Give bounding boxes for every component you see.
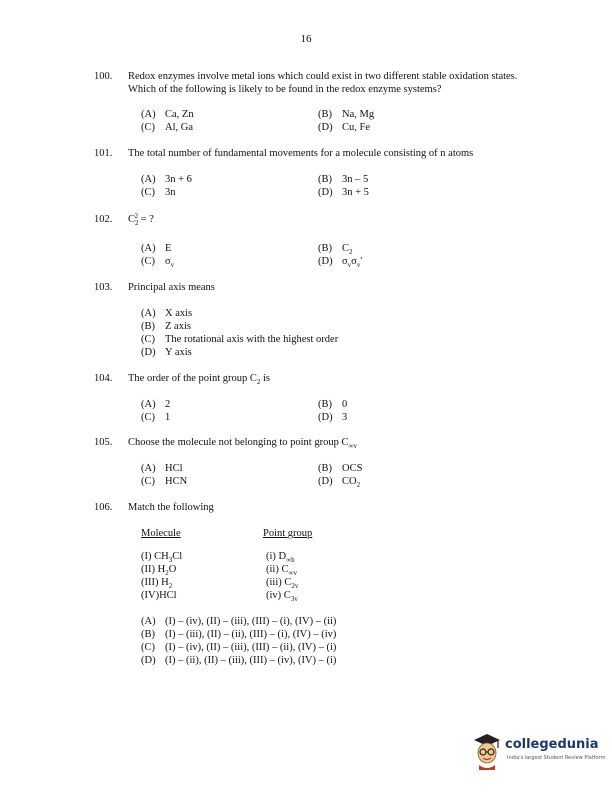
- question-text: Choose the molecule not belonging to point group $C_{\infty v}$: [128, 437, 357, 451]
- point-group-item: (iv) $C_{3v}$: [266, 590, 298, 604]
- point-group-item: (iii) $C_{2v}$: [266, 577, 299, 591]
- question-text: Principal axis means: [128, 282, 215, 293]
- option-c: (C) (I) – (iv), (II) – (iii), (III) – (ii), (IV) – (i): [141, 642, 337, 653]
- option-a: (A) X axis: [141, 308, 193, 319]
- question-number: 101.: [94, 148, 113, 159]
- question-text: Redox enzymes involve metal ions which could exist in two different stable oxidation states. Which of the following is likely to be found in the redox enzyme systems?: [128, 71, 518, 95]
- question-number: 100.: [94, 71, 113, 82]
- question-text: Match the following: [128, 502, 214, 513]
- option-c: (C) 3n: [141, 187, 176, 198]
- column-header-point-group: Point group: [263, 528, 313, 539]
- question-text: The total number of fundamental movements for a molecule consisting of n atoms: [128, 148, 474, 159]
- question-number: 106.: [94, 502, 113, 513]
- molecule-item: (IV)HCl: [141, 590, 177, 601]
- option-d: (D) 3: [318, 412, 348, 423]
- option-c: (C) HCN: [141, 476, 188, 487]
- option-a: (A) E: [141, 243, 172, 254]
- option-b: (B) Na, Mg: [318, 109, 375, 120]
- option-b: (B) 0: [318, 399, 348, 410]
- molecule-item: (II) $H_2O$: [141, 564, 177, 578]
- option-d: (D) (I) – (ii), (II) – (iii), (III) – (iv), (IV) – (i): [141, 655, 337, 666]
- logo-wordmark: collegedunia: [505, 737, 599, 752]
- question-number: 103.: [94, 282, 113, 293]
- molecule-item: (I) $CH_3Cl$: [141, 551, 183, 565]
- collegedunia-logo[interactable]: [470, 728, 610, 776]
- point-group-item: (i) $D_{\infty h}$: [266, 551, 295, 565]
- molecule-item: (III) $H_2$: [141, 577, 173, 591]
- option-a: (A) 3n + 6: [141, 174, 192, 185]
- option-d: (D) 3n + 5: [318, 187, 369, 198]
- question-text: The order of the point group $C_2$ is: [128, 373, 271, 387]
- option-b: (B) (I) – (iii), (II) – (ii), (III) – (i), (IV) – (iv): [141, 629, 337, 640]
- option-d: (D) $CO_2$: [318, 476, 361, 490]
- option-b: (B) $C_2$: [318, 243, 353, 257]
- option-a: (A) (I) – (iv), (II) – (iii), (III) – (i), (IV) – (ii): [141, 616, 337, 627]
- option-b: (B) 3n – 5: [318, 174, 369, 185]
- graduate-mascot-icon: [470, 730, 504, 770]
- option-d: (D) $\sigma_v\sigma_v'$: [318, 256, 363, 270]
- option-c: (C) 1: [141, 412, 171, 423]
- option-c: (C) Al, Ga: [141, 122, 193, 133]
- question-number: 105.: [94, 437, 113, 448]
- option-c: (C) $\sigma_v$: [141, 256, 175, 270]
- option-d: (D) Y axis: [141, 347, 192, 358]
- option-b: (B) OCS: [318, 463, 363, 474]
- option-a: (A) Ca, Zn: [141, 109, 194, 120]
- option-c: (C) The rotational axis with the highest order: [141, 334, 339, 345]
- option-b: (B) Z axis: [141, 321, 191, 332]
- question-number: 102.: [94, 214, 113, 225]
- option-a: (A) 2: [141, 399, 171, 410]
- option-a: (A) HCl: [141, 463, 183, 474]
- option-d: (D) Cu, Fe: [318, 122, 371, 133]
- question-text: $C_2^2$ = ?: [128, 211, 154, 228]
- logo-tagline: India's largest Student Review Platform: [507, 755, 606, 761]
- page-number: 16: [300, 33, 312, 45]
- question-number: 104.: [94, 373, 113, 384]
- point-group-item: (ii) $C_{\infty v}$: [266, 564, 297, 578]
- column-header-molecule: Molecule: [141, 528, 181, 539]
